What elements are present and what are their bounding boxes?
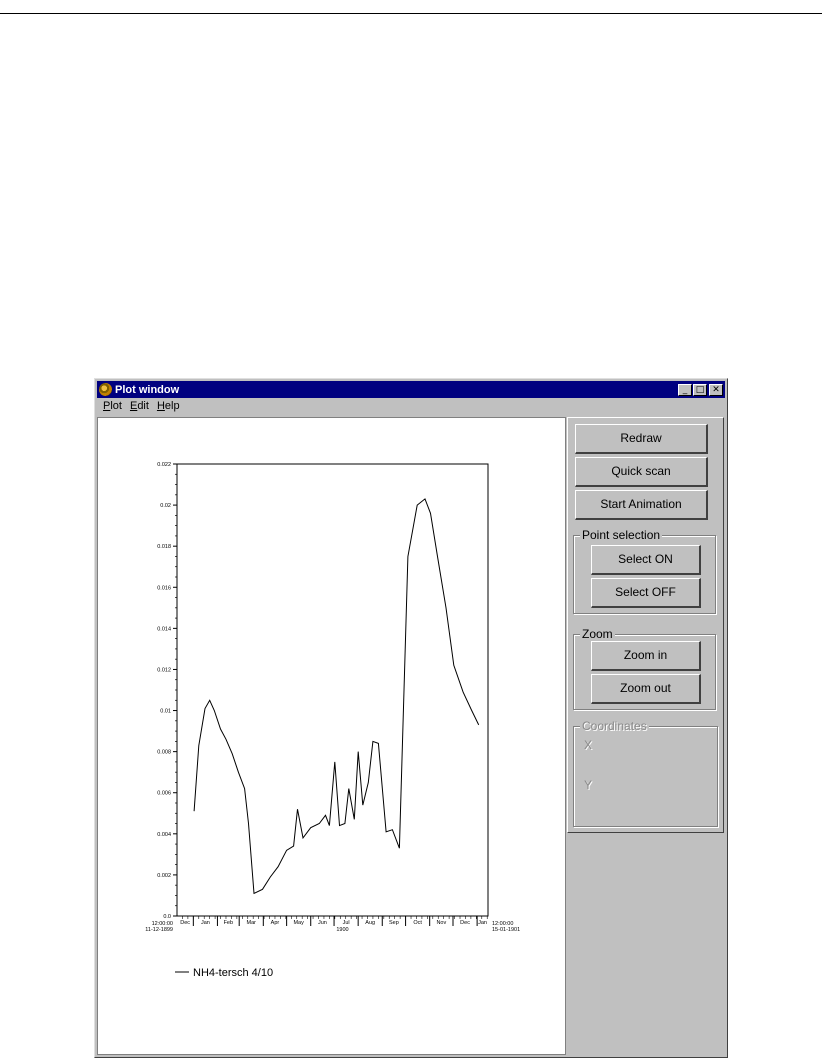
y-tick-label: 0.006 [157, 790, 171, 797]
start-animation-button[interactable]: Start Animation [575, 490, 708, 520]
zoom-label: Zoom [582, 627, 613, 641]
y-tick-label: 0.02 [160, 503, 171, 510]
x-start-time-label: 12:00:00 [151, 921, 173, 927]
x-month-label: Sep [389, 920, 399, 926]
x-month-label: Mar [246, 920, 256, 926]
x-month-label: Jun [317, 920, 327, 926]
x-end-date-label: 15-01-1901 [492, 927, 521, 933]
y-tick-label: 0.014 [157, 626, 171, 633]
maximize-button[interactable]: □ [693, 384, 707, 396]
menu-help[interactable]: Help [156, 400, 180, 412]
menu-edit[interactable]: Edit [129, 400, 149, 412]
x-month-label: Nov [436, 920, 447, 926]
x-month-label: Apr [270, 920, 280, 926]
x-start-date-label: 11-12-1899 [145, 927, 173, 933]
y-tick-label: 0.01 [160, 708, 171, 715]
coordinates-label: Coordinates [582, 719, 647, 733]
x-month-label: Oct [413, 920, 422, 926]
select-off-button[interactable]: Select OFF [591, 578, 701, 608]
point-selection-group [573, 528, 716, 614]
y-tick-label: 0.008 [157, 749, 171, 756]
legend-label: NH4-tersch 4/10 [193, 967, 274, 979]
app-icon[interactable] [99, 383, 112, 396]
top-rule [0, 13, 822, 14]
plot-canvas[interactable] [97, 417, 566, 1055]
zoom-group [573, 627, 716, 710]
y-tick-label: 0.004 [157, 831, 171, 838]
x-end-time-label: 12:00:00 [492, 921, 514, 927]
y-tick-label: 0.0 [163, 914, 171, 920]
x-month-label: May [293, 920, 304, 926]
plot-frame [177, 464, 488, 916]
menu-bar [99, 400, 184, 416]
x-month-label: Jan [200, 920, 210, 926]
y-tick-label: 0.018 [157, 544, 171, 551]
zoom-in-button[interactable]: Zoom in [591, 641, 701, 671]
x-month-label: Dec [460, 920, 470, 926]
x-month-label: Feb [223, 920, 234, 926]
coordinate-y-label: Y [584, 778, 593, 792]
x-month-label: Jan [478, 920, 487, 926]
quick-scan-button[interactable]: Quick scan [575, 457, 708, 487]
coordinate-x-label: X [584, 738, 593, 752]
y-tick-label: 0.022 [157, 462, 171, 468]
line-chart [98, 418, 565, 1054]
window-title: Plot window [115, 383, 180, 396]
menu-plot[interactable]: Plot [103, 400, 122, 412]
y-tick-label: 0.002 [157, 872, 171, 879]
x-month-label: Aug [365, 920, 376, 926]
x-month-label: Dec [180, 920, 191, 926]
select-on-button[interactable]: Select ON [591, 545, 701, 575]
plot-window [94, 378, 728, 1058]
redraw-button[interactable]: Redraw [575, 424, 708, 454]
y-tick-label: 0.012 [157, 667, 171, 674]
x-axis-label: 1900 [336, 927, 349, 933]
close-button[interactable]: ✕ [709, 384, 723, 396]
series-line [194, 499, 479, 894]
point-selection-label: Point selection [582, 528, 661, 542]
coordinates-group [573, 719, 718, 827]
zoom-out-button[interactable]: Zoom out [591, 674, 701, 704]
minimize-button[interactable]: _ [678, 384, 692, 396]
title-bar[interactable] [97, 381, 725, 398]
x-month-label: Jul [342, 920, 350, 926]
control-panel [567, 417, 724, 833]
y-tick-label: 0.016 [157, 585, 171, 592]
